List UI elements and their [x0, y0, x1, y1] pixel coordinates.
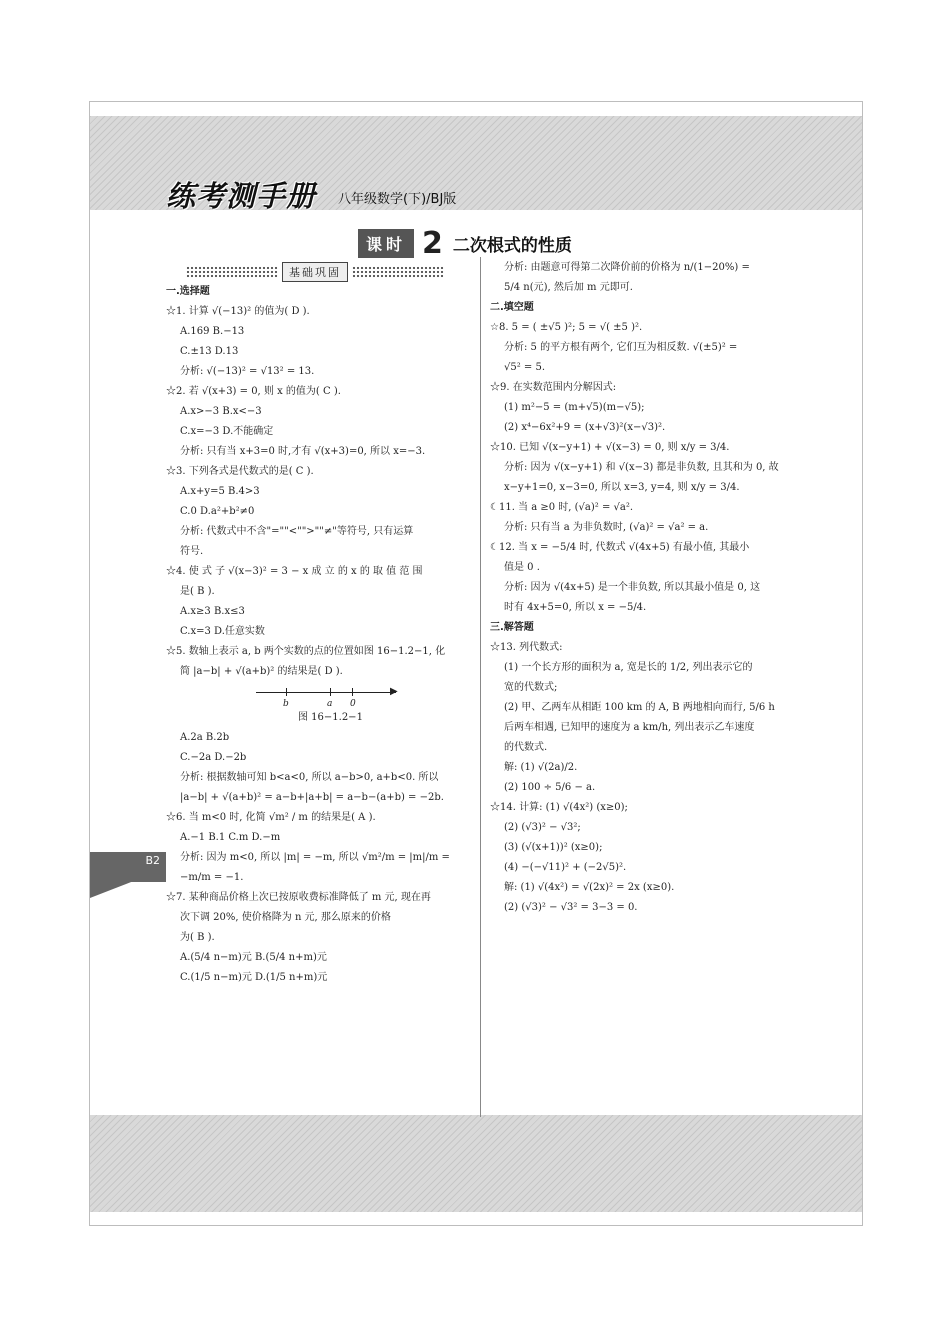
text-line: A.−1 B.1 C.m D.−m: [180, 832, 281, 843]
footer-band: [90, 1114, 862, 1212]
book-logo: 练考测手册: [166, 179, 317, 213]
text-line: 的代数式.: [504, 742, 548, 753]
text-line: C.x=−3 D.不能确定: [180, 426, 274, 437]
text-line: 解: (1) √(4x²) = √(2x)² = 2x (x≥0).: [504, 882, 675, 893]
label-a: a: [327, 699, 333, 709]
text-line: (1) 一个长方形的面积为 a, 宽是长的 1/2, 列出表示它的: [504, 662, 753, 673]
text-line: 后两车相遇, 已知甲的速度为 a km/h, 列出表示乙车速度: [504, 722, 755, 733]
lesson-title: 二次根式的性质: [452, 235, 572, 256]
text-line: 分析: 因为 m<0, 所以 |m| = −m, 所以 √m²/m = |m|/m =: [180, 852, 450, 863]
text-line: 分析: 由题意可得第二次降价前的价格为 n/(1−20%) =: [504, 262, 750, 273]
text-line: ☆7. 某种商品价格上次已按原收费标准降低了 m 元, 现在再: [166, 892, 431, 903]
page-tab: B2: [90, 852, 166, 882]
text-line: √5² = 5.: [504, 362, 546, 373]
text-line: (3) (√(x+1))² (x≥0);: [504, 842, 603, 853]
arrow-right-icon: ▶: [390, 686, 398, 697]
text-line: 值是 0 .: [504, 562, 540, 573]
left-margin: [90, 210, 166, 1115]
text-line: 二.填空题: [490, 302, 534, 313]
text-line: C.x=3 D.任意实数: [180, 626, 265, 637]
left-column: [166, 282, 471, 988]
text-line: 为( B ).: [180, 932, 215, 943]
lesson-number: 2: [422, 225, 443, 261]
text-line: (1) m²−5 = (m+√5)(m−√5);: [504, 402, 645, 413]
left-lines-a: [166, 282, 471, 682]
text-line: 是( B ).: [180, 586, 215, 597]
number-line-axis: [256, 692, 396, 693]
text-line: 分析: 只有当 a 为非负数时, (√a)² = √a² = a.: [504, 522, 709, 533]
text-line: (2) (√3)² − √3²;: [504, 822, 581, 833]
section-label: 基础巩固: [282, 262, 348, 282]
text-line: (2) 甲、乙两车从相距 100 km 的 A, B 两地相向而行, 5/6 h: [504, 702, 775, 713]
text-line: (2) (√3)² − √3² = 3−3 = 0.: [504, 902, 638, 913]
number-line-figure: [256, 682, 396, 708]
text-line: ☆9. 在实数范围内分解因式:: [490, 382, 617, 393]
text-line: 分析: √(−13)² = √13² = 13.: [180, 366, 315, 377]
text-line: 分析: 因为 √(4x+5) 是一个非负数, 所以其最小值是 0, 这: [504, 582, 761, 593]
lesson-label: 课时: [358, 229, 414, 258]
text-line: ☆3. 下列各式是代数式的是( C ).: [166, 466, 314, 477]
section-banner: [186, 262, 444, 282]
text-line: ☆10. 已知 √(x−y+1) + √(x−3) = 0, 则 x/y = 3/4.: [490, 442, 730, 453]
text-line: |a−b| + √(a+b)² = a−b+|a+b| = a−b−(a+b) = −2b.: [180, 792, 444, 803]
text-line: ☆13. 列代数式:: [490, 642, 563, 653]
text-line: ☆5. 数轴上表示 a, b 两个实数的点的位置如图 16−1.2−1, 化: [166, 646, 446, 657]
text-line: 分析: 只有当 x+3=0 时,才有 √(x+3)=0, 所以 x=−3.: [180, 446, 426, 457]
text-line: 三.解答题: [490, 622, 534, 633]
dot-pattern: [352, 266, 444, 278]
text-line: −m/m = −1.: [180, 872, 244, 883]
text-line: (2) 100 ÷ 5/6 − a.: [504, 782, 596, 793]
text-line: (2) x⁴−6x²+9 = (x+√3)²(x−√3)².: [504, 422, 666, 433]
text-line: A.169 B.−13: [180, 326, 245, 337]
text-line: C.−2a D.−2b: [180, 752, 247, 763]
text-line: 简 |a−b| + √(a+b)² 的结果是( D ).: [180, 666, 343, 677]
text-line: 5/4 n(元), 然后加 m 元即可.: [504, 282, 633, 293]
text-line: 一.选择题: [166, 286, 210, 297]
text-line: 分析: 根据数轴可知 b<a<0, 所以 a−b>0, a+b<0. 所以: [180, 772, 439, 783]
text-line: 分析: 代数式中不含"=""<"">""≠"等符号, 只有运算: [180, 526, 414, 537]
text-line: A.x≥3 B.x≤3: [180, 606, 245, 617]
label-b: b: [283, 699, 289, 709]
lesson-heading: [358, 225, 572, 261]
text-line: C.±13 D.13: [180, 346, 239, 357]
text-line: 分析: 因为 √(x−y+1) 和 √(x−3) 都是非负数, 且其和为 0, 故: [504, 462, 779, 473]
text-line: ☆1. 计算 √(−13)² 的值为( D ).: [166, 306, 310, 317]
text-line: ☆6. 当 m<0 时, 化简 √m² / m 的结果是( A ).: [166, 812, 376, 823]
text-line: 宽的代数式;: [504, 682, 558, 693]
text-line: ☾12. 当 x = −5/4 时, 代数式 √(4x+5) 有最小值, 其最小: [490, 542, 750, 553]
text-line: C.(1/5 n−m)元 D.(1/5 n+m)元: [180, 972, 328, 983]
text-line: A.x+y=5 B.4>3: [180, 486, 260, 497]
page-sheet: [89, 101, 863, 1226]
text-line: 符号.: [180, 546, 204, 557]
text-line: ☆2. 若 √(x+3) = 0, 则 x 的值为( C ).: [166, 386, 341, 397]
text-line: ☆14. 计算: (1) √(4x²) (x≥0);: [490, 802, 628, 813]
text-line: ☾11. 当 a ≥0 时, (√a)² = √a².: [490, 502, 634, 513]
text-line: (4) −(−√11)² + (−2√5)².: [504, 862, 627, 873]
text-line: 解: (1) √(2a)/2.: [504, 762, 578, 773]
text-line: A.2a B.2b: [180, 732, 230, 743]
label-zero: 0: [350, 699, 356, 709]
text-line: C.0 D.a²+b²≠0: [180, 506, 255, 517]
text-line: 分析: 5 的平方根有两个, 它们互为相反数. √(±5)² =: [504, 342, 738, 353]
right-column: [490, 258, 795, 918]
text-line: A.(5/4 n−m)元 B.(5/4 n+m)元: [180, 952, 327, 963]
text-line: 时有 4x+5=0, 所以 x = −5/4.: [504, 602, 647, 613]
text-line: A.x>−3 B.x<−3: [180, 406, 262, 417]
text-line: 次下调 20%, 使价格降为 n 元, 那么原来的价格: [180, 912, 391, 923]
text-line: x−y+1=0, x−3=0, 所以 x=3, y=4, 则 x/y = 3/4.: [504, 482, 740, 493]
right-lines: [490, 258, 795, 918]
left-lines-b: [166, 728, 471, 988]
figure-caption: 图 16−1.2−1: [298, 712, 363, 723]
column-divider: [480, 257, 481, 1117]
book-series: 八年级数学(下)/BJ版: [338, 192, 457, 207]
text-line: ☆4. 使 式 子 √(x−3)² = 3 − x 成 立 的 x 的 取 值 范 围: [166, 566, 423, 577]
dot-pattern: [186, 266, 278, 278]
text-line: ☆8. 5 = ( ±√5 )²; 5 = √( ±5 )².: [490, 322, 643, 333]
